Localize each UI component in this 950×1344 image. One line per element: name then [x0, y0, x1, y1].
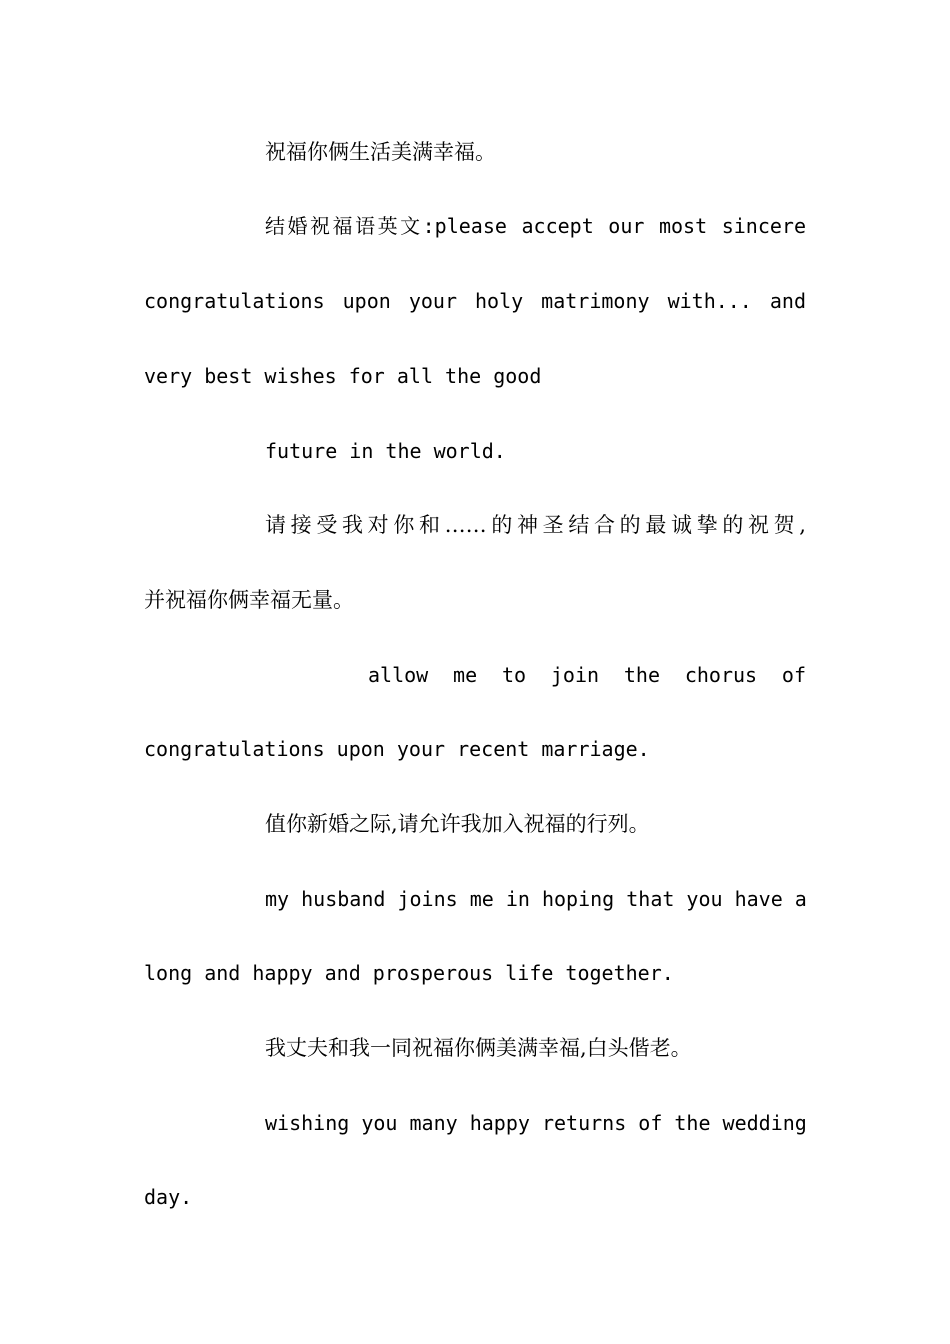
- text-line: 结婚祝福语英文:please accept our most sincere: [265, 214, 806, 238]
- text-line: very best wishes for all the good: [144, 364, 542, 388]
- text-line: 祝福你俩生活美满幸福。: [265, 140, 496, 164]
- text-line: allow me to join the chorus of: [368, 663, 806, 687]
- text-line: my husband joins me in hoping that you have a: [265, 887, 807, 911]
- text-line: future in the world.: [265, 439, 506, 463]
- text-line: 请接受我对你和……的神圣结合的最诚挚的祝贺,: [265, 513, 806, 537]
- text-line: 我丈夫和我一同祝福你俩美满幸福,白头偕老。: [265, 1036, 692, 1060]
- text-line: day.: [144, 1185, 193, 1209]
- text-line: congratulations upon your recent marriage.: [144, 737, 650, 761]
- text-line: congratulations upon your holy matrimony with... and: [144, 289, 806, 313]
- text-line: 值你新婚之际,请允许我加入祝福的行列。: [265, 812, 650, 836]
- text-line: long and happy and prosperous life together.: [144, 961, 674, 985]
- text-line: wishing you many happy returns of the wedding: [265, 1111, 807, 1135]
- text-line: 并祝福你俩幸福无量。: [144, 588, 354, 612]
